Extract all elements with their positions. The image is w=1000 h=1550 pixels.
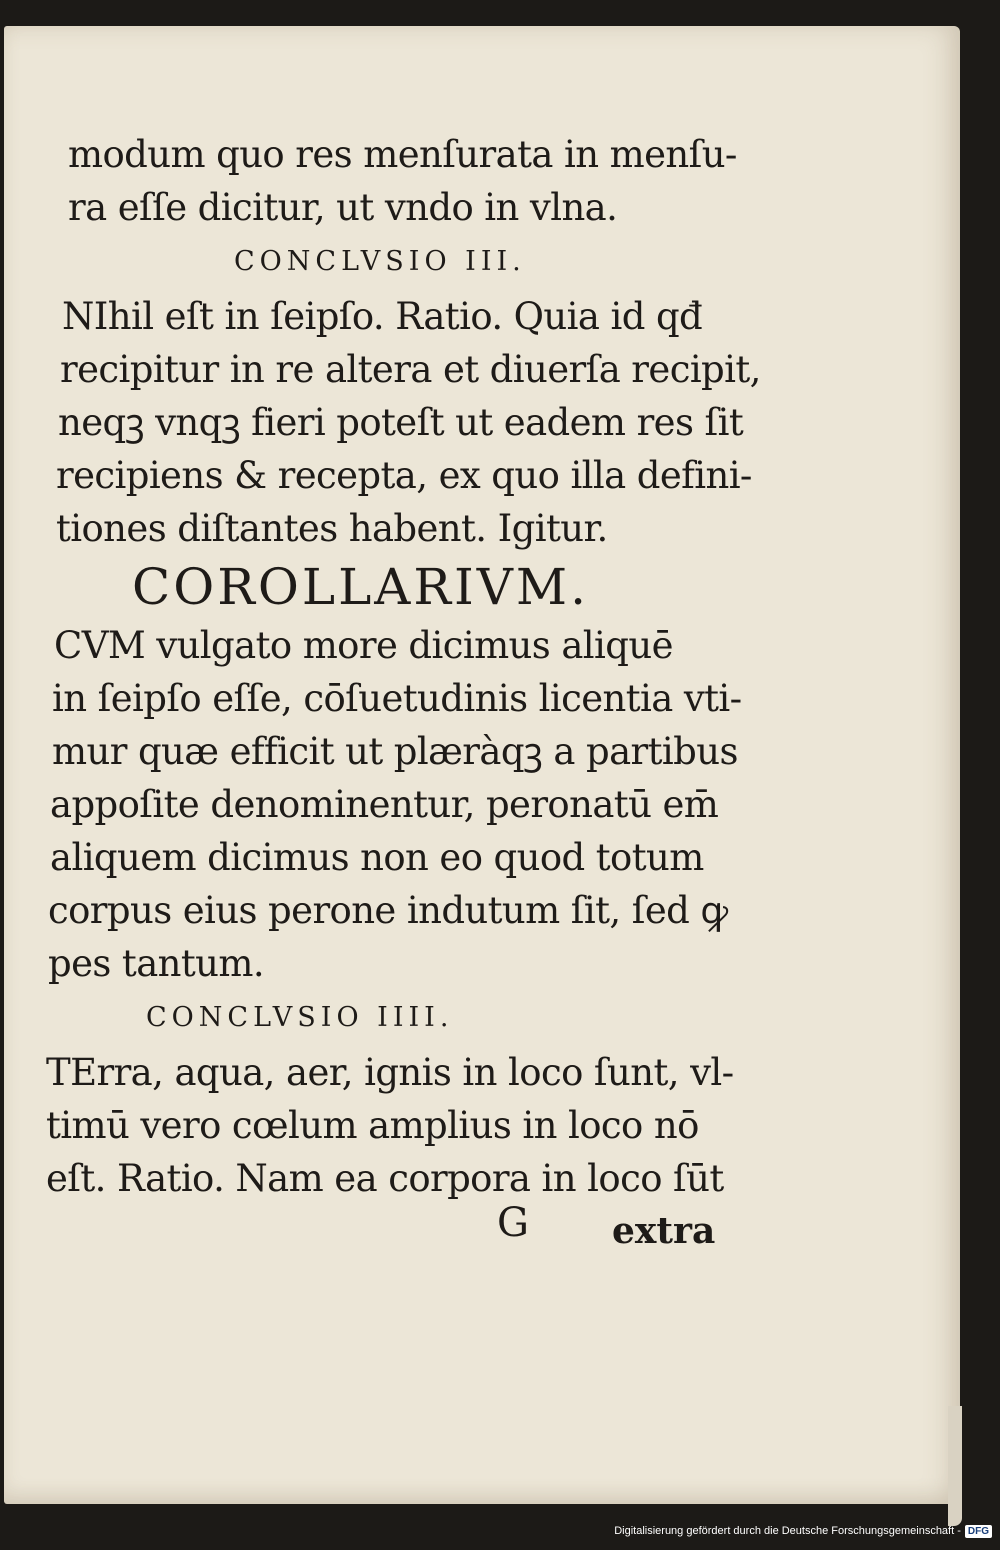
page-edge xyxy=(948,1406,962,1526)
page-text xyxy=(46,128,761,1205)
text-line: in ſeipſo eſſe, cōſuetudinis licentia vti- xyxy=(52,677,742,720)
text-line: mur quæ efficit ut plæràqꝫ a partibus xyxy=(52,730,738,773)
text-line: CVM vulgato more dicimus aliquē xyxy=(54,624,673,667)
catchword: extra xyxy=(612,1210,716,1252)
text-line: recipitur in re altera et diuerſa recipit, xyxy=(60,348,761,391)
text-line: appoſite denominentur, peronatū em̄ xyxy=(50,783,719,826)
text-line: NIhil eſt in ſeipſo. Ratio. Quia id qđ xyxy=(62,295,703,338)
conclusio-heading: CONCLVSIO III. xyxy=(234,246,526,277)
text-line: corpus eius perone indutum ſit, ſed ꝙ xyxy=(48,889,728,932)
text-line: aliquem dicimus non eo quod totum xyxy=(50,836,704,879)
text-line: recipiens & recepta, ex quo illa defini- xyxy=(56,454,752,497)
text-line: neqꝫ vnqꝫ fieri poteſt ut eadem res ſit xyxy=(58,401,744,444)
funding-footer xyxy=(614,1520,992,1542)
conclusio-heading: CONCLVSIO IIII. xyxy=(146,1002,454,1033)
text-line: timū vero cœlum amplius in loco nō xyxy=(46,1104,699,1147)
funding-text: Digitalisierung gefördert durch die Deutsche Forschungsgemeinschaft - xyxy=(614,1525,961,1537)
dfg-logo: DFG xyxy=(965,1525,992,1538)
text-line: tiones diſtantes habent. Igitur. xyxy=(56,507,608,550)
corollary-heading: COROLLARIVM. xyxy=(132,558,589,616)
text-line: ra eſſe dicitur, ut vndo in vlna. xyxy=(68,186,618,229)
signature-mark: G xyxy=(497,1200,529,1246)
text-line: modum quo res menſurata in menſu- xyxy=(68,133,737,176)
text-line: eſt. Ratio. Nam ea corpora in loco ſūt xyxy=(46,1157,724,1200)
text-line: TErra, aqua, aer, ignis in loco ſunt, vl- xyxy=(46,1051,734,1094)
text-line: pes tantum. xyxy=(48,942,265,985)
